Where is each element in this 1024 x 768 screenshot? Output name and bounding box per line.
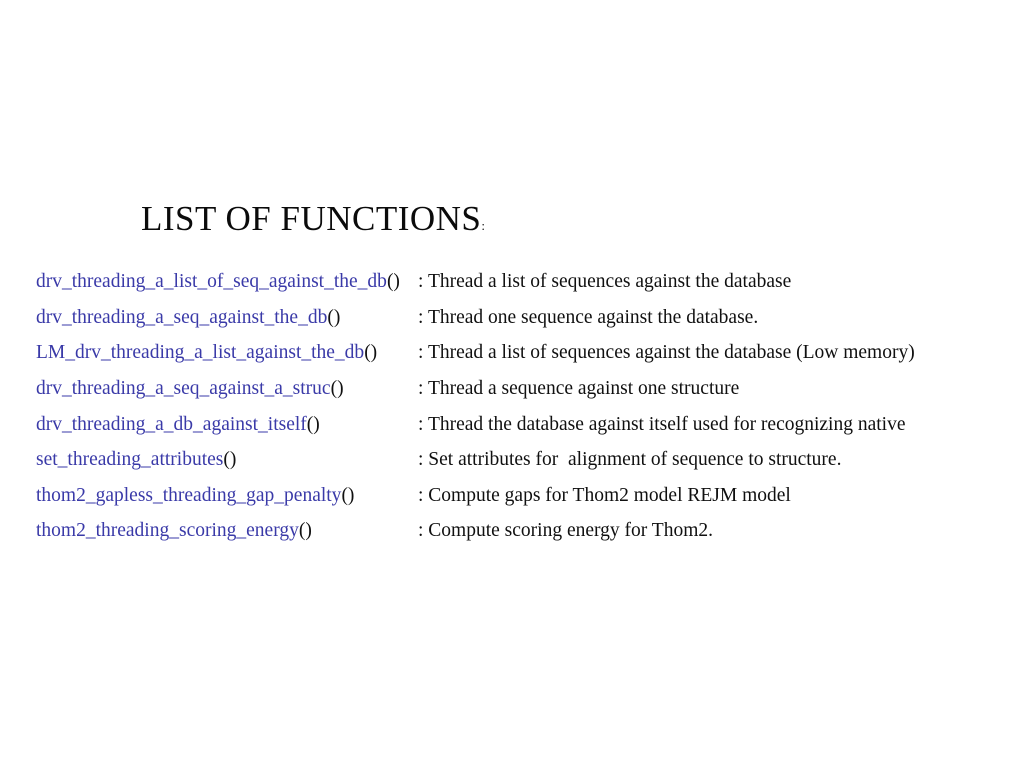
function-description: : Thread a list of sequences against the database (Low memory): [418, 342, 915, 364]
function-signature: [36, 342, 418, 364]
page-title-text: LIST OF FUNCTIONS: [141, 199, 482, 238]
function-signature: [36, 520, 418, 542]
function-name: LM_drv_threading_a_list_against_the_db: [36, 342, 365, 364]
function-description: : Set attributes for alignment of sequence to structure.: [418, 449, 842, 471]
function-parens: (): [330, 377, 344, 399]
function-signature: [36, 485, 418, 507]
function-name: drv_threading_a_db_against_itself: [36, 413, 307, 435]
function-description: : Thread the database against itself used for recognizing native: [418, 413, 906, 435]
function-description: : Compute scoring energy for Thom2.: [418, 520, 713, 542]
function-name: drv_threading_a_seq_against_a_struc: [36, 377, 331, 399]
function-list: [36, 271, 1006, 556]
function-name: thom2_threading_scoring_energy: [36, 520, 299, 542]
function-description: : Thread one sequence against the database.: [418, 306, 759, 328]
function-list-item: [36, 307, 1006, 343]
function-name: drv_threading_a_list_of_seq_against_the_db: [36, 271, 387, 292]
function-name: drv_threading_a_seq_against_the_db: [36, 306, 328, 328]
function-parens: (): [306, 413, 320, 435]
function-description: : Thread a sequence against one structure: [418, 377, 740, 399]
function-description: : Compute gaps for Thom2 model REJM model: [418, 484, 791, 506]
page-title: [104, 166, 486, 271]
function-parens: (): [386, 271, 400, 292]
function-list-item: [36, 271, 1006, 307]
function-name: set_threading_attributes: [36, 449, 224, 471]
function-list-item: [36, 520, 1006, 556]
function-signature: [36, 449, 418, 471]
function-signature: [36, 271, 418, 293]
function-signature: [36, 414, 418, 436]
function-parens: (): [364, 342, 378, 364]
function-list-item: [36, 414, 1006, 450]
function-parens: (): [341, 484, 355, 506]
function-parens: (): [298, 520, 312, 542]
function-parens: (): [327, 306, 341, 328]
function-parens: (): [223, 449, 237, 471]
function-list-item: [36, 485, 1006, 521]
function-signature: [36, 378, 418, 400]
function-description: : Thread a list of sequences against the database: [418, 271, 792, 292]
function-list-item: [36, 449, 1006, 485]
page-title-colon: :: [481, 218, 486, 233]
function-list-item: [36, 378, 1006, 414]
function-signature: [36, 307, 418, 329]
function-name: thom2_gapless_threading_gap_penalty: [36, 484, 342, 506]
function-list-item: [36, 342, 1006, 378]
